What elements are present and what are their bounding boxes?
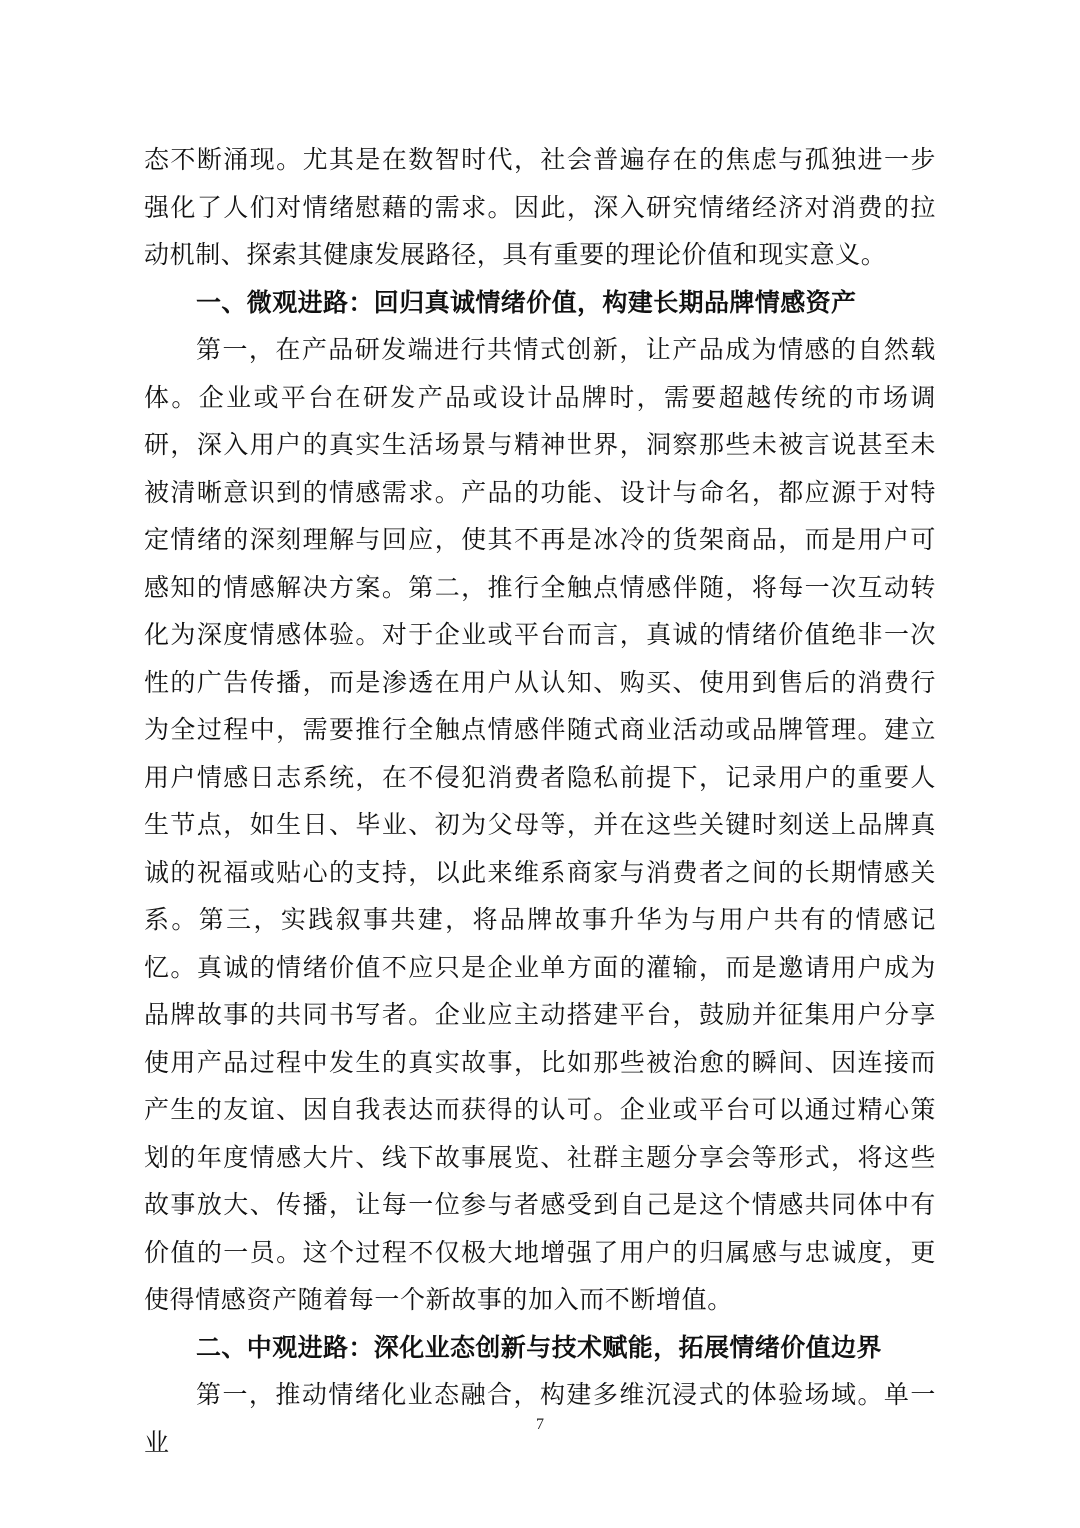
paragraph-meso-approach: 第一，推动情绪化业态融合，构建多维沉浸式的体验场域。单一业 <box>144 1380 936 1457</box>
document-body <box>144 136 936 1466</box>
section-heading-meso: 二、中观进路：深化业态创新与技术赋能，拓展情绪价值边界 <box>196 1332 882 1362</box>
page-number: 7 <box>536 1416 544 1433</box>
paragraph-micro-approach: 第一，在产品研发端进行共情式创新，让产品成为情感的自然载体。企业或平台在研发产品或设计品牌时，需要超越传统的市场调研，深入用户的真实生活场景与精神世界，洞察那些未被言说甚至未被清晰意识到的情感需求。产品的功能、设计与命名，都应源于对特定情绪的深刻理解与回应，使其不再是冰冷的货架商品，而是用户可感知的情感解决方案。第二，推行全触点情感伴随，将每一次互动转化为深度情感体验。对于企业或平台而言，真诚的情绪价值绝非一次性的广告传播，而是渗透在用户从认知、购买、使用到售后的消费行为全过程中，需要推行全触点情感伴随式商业活动或品牌管理。建立用户情感日志系统，在不侵犯消费者隐私前提下，记录用户的重要人生节点，如生日、毕业、初为父母等，并在这些关键时刻送上品牌真诚的祝福或贴心的支持，以此来维系商家与消费者之间的长期情感关系。第三，实践叙事共建，将品牌故事升华为与用户共有的情感记忆。真诚的情绪价值不应只是企业单方面的灌输，而是邀请用户成为品牌故事的共同书写者。企业应主动搭建平台，鼓励并征集用户分享使用产品过程中发生的真实故事，比如那些被治愈的瞬间、因连接而产生的友谊、因自我表达而获得的认可。企业或平台可以通过精心策划的年度情感大片、线下故事展览、社群主题分享会等形式，将这些故事放大、传播，让每一位参与者感受到自己是这个情感共同体中有价值的一员。这个过程不仅极大地增强了用户的归属感与忠诚度，更使得情感资产随着每一个新故事的加入而不断增值。 <box>144 335 936 1314</box>
section-heading-micro: 一、微观进路：回归真诚情绪价值，构建长期品牌情感资产 <box>196 287 857 317</box>
paragraph-continuation: 态不断涌现。尤其是在数智时代，社会普遍存在的焦虑与孤独进一步强化了人们对情绪慰藉的需求。因此，深入研究情绪经济对消费的拉动机制、探索其健康发展路径，具有重要的理论价值和现实意义。 <box>144 145 936 269</box>
